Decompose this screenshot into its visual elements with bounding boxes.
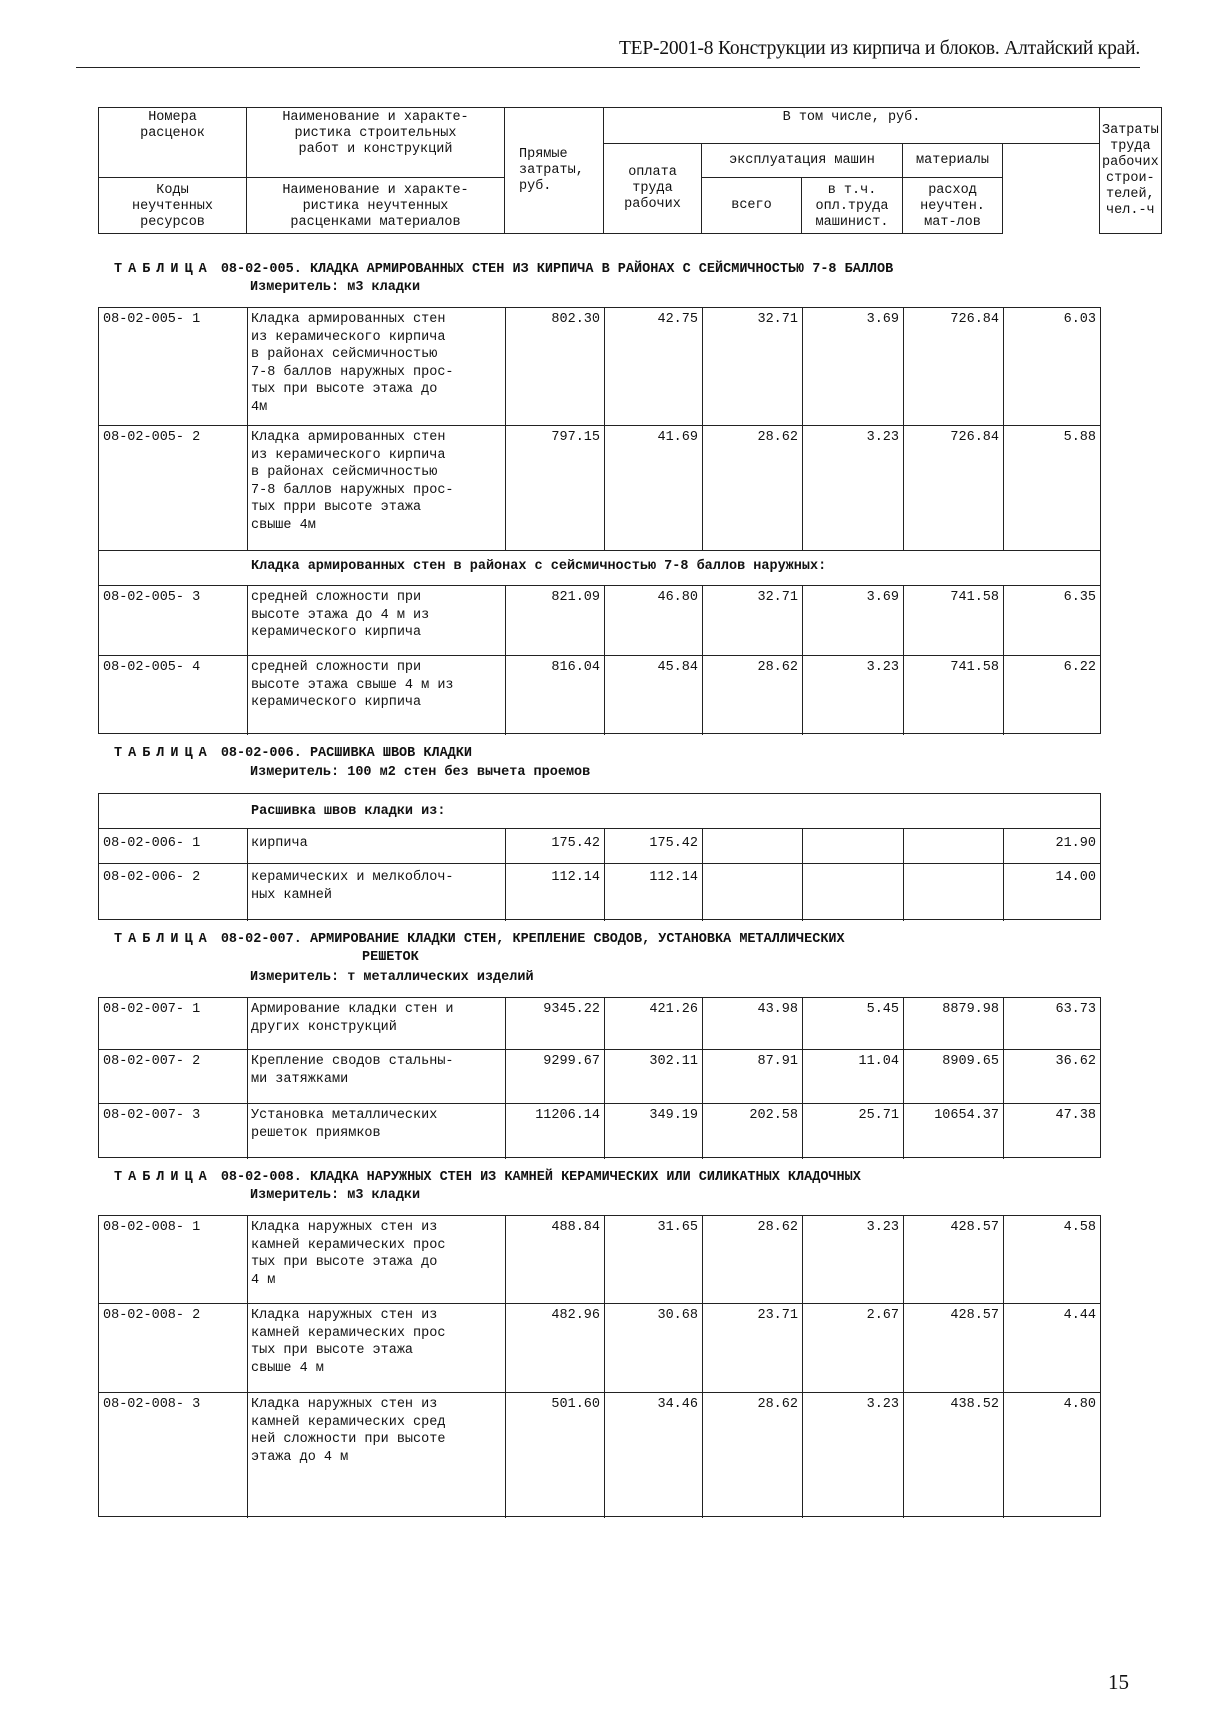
direct-costs-value: 11206.14: [535, 1108, 600, 1123]
table-title-007-line2: РЕШЕТОК: [362, 950, 419, 965]
rate-code: 08-02-005- 1: [103, 312, 201, 327]
table-title-006: ТАБЛИЦА 08-02-006. РАСШИВКА ШВОВ КЛАДКИ: [114, 746, 472, 761]
header-machines-wages: в т.ч. опл.труда машинист.: [802, 178, 903, 234]
table-row: [99, 1216, 1100, 1304]
machines-total-value: [702, 864, 802, 921]
machines-total-value: 32.71: [757, 312, 798, 327]
machines-total-value: 87.91: [757, 1054, 798, 1069]
rate-name: Кладка наружных стен из камней керамических прос тых при высоте этажа свыше 4 м: [251, 1308, 446, 1376]
rate-code: 08-02-007- 2: [103, 1054, 201, 1069]
rate-code: 08-02-008- 1: [103, 1220, 201, 1235]
direct-costs-value: 802.30: [551, 312, 600, 327]
machines-total-value: 28.62: [757, 660, 798, 675]
table-measure-007: Измеритель: т металлических изделий: [250, 970, 534, 985]
direct-costs-value: 501.60: [551, 1397, 600, 1412]
rate-code: 08-02-006- 1: [103, 836, 201, 851]
machines-total-value: 43.98: [757, 1002, 798, 1017]
table-row: [99, 426, 1100, 551]
direct-costs-value: 797.15: [551, 430, 600, 445]
machines-wages-value: 3.23: [866, 430, 899, 445]
machines-wages-value: 3.23: [866, 1397, 899, 1412]
table-row: [99, 1393, 1100, 1518]
machines-wages-value: 3.23: [866, 660, 899, 675]
table-subheading: Кладка армированных стен в районах с сейсмичностью 7-8 баллов наружных:: [251, 559, 827, 574]
table-measure-008: Измеритель: м3 кладки: [250, 1188, 421, 1203]
machines-total-value: 28.62: [757, 430, 798, 445]
header-including: В том числе, руб.: [604, 108, 1100, 144]
rate-name: кирпича: [251, 836, 308, 851]
machines-wages-value: 3.69: [866, 312, 899, 327]
wages-value: 31.65: [657, 1220, 698, 1235]
rate-code: 08-02-005- 4: [103, 660, 201, 675]
wages-value: 46.80: [657, 590, 698, 605]
labor-value: 6.22: [1063, 660, 1096, 675]
table-body-006: [98, 793, 1101, 920]
rate-name: Кладка армированных стен из керамического кирпича в районах сейсмичностью 7-8 баллов наружных прос- тых при высоте этажа до 4м: [251, 312, 454, 415]
rate-name: керамических и мелкоблоч- ных камней: [251, 870, 454, 903]
rate-name: Кладка наружных стен из камней керамических прос тых при высоте этажа до 4 м: [251, 1220, 446, 1288]
header-machines: эксплуатация машин: [702, 144, 903, 178]
table-row: [99, 1104, 1100, 1159]
direct-costs-value: 488.84: [551, 1220, 600, 1235]
rate-code: 08-02-007- 3: [103, 1108, 201, 1123]
header-machines-total: всего: [702, 178, 802, 234]
materials-value: 428.57: [950, 1220, 999, 1235]
rate-name: средней сложности при высоте этажа до 4 м из керамического кирпича: [251, 590, 430, 640]
machines-wages-value: 3.69: [866, 590, 899, 605]
rate-code: 08-02-006- 2: [103, 870, 201, 885]
header-materials-name: Наименование и характе- ристика неучтенных расценками материалов: [247, 178, 505, 234]
materials-value: 726.84: [950, 312, 999, 327]
rate-name: средней сложности при высоте этажа свыше 4 м из керамического кирпича: [251, 660, 454, 710]
wages-value: 302.11: [649, 1054, 698, 1069]
materials-value: 438.52: [950, 1397, 999, 1412]
machines-total-value: [702, 829, 802, 863]
wages-value: 42.75: [657, 312, 698, 327]
direct-costs-value: 9345.22: [543, 1002, 600, 1017]
table-body-008: [98, 1215, 1101, 1517]
wages-value: 349.19: [649, 1108, 698, 1123]
rate-name: Установка металлических решеток приямков: [251, 1108, 438, 1141]
wages-value: 41.69: [657, 430, 698, 445]
table-measure-006: Измеритель: 100 м2 стен без вычета проемов: [250, 765, 591, 780]
wages-value: 175.42: [649, 836, 698, 851]
labor-value: 21.90: [1055, 836, 1096, 851]
rate-name: Крепление сводов стальны- ми затяжками: [251, 1054, 454, 1087]
table-row: [99, 308, 1100, 426]
table-subheading: Расшивка швов кладки из:: [251, 804, 446, 819]
rate-code: 08-02-008- 2: [103, 1308, 201, 1323]
materials-value: [903, 864, 1003, 921]
direct-costs-value: 482.96: [551, 1308, 600, 1323]
column-header-table: [98, 107, 1162, 234]
direct-costs-value: 175.42: [551, 836, 600, 851]
header-labor-costs: Затраты труда рабочих строи- телей, чел.-ч: [1100, 108, 1162, 234]
table-body-007: [98, 997, 1101, 1158]
direct-costs-value: 816.04: [551, 660, 600, 675]
table-row: [99, 1304, 1100, 1393]
machines-wages-value: 2.67: [866, 1308, 899, 1323]
table-measure-005: Измеритель: м3 кладки: [250, 280, 421, 295]
machines-total-value: 202.58: [749, 1108, 798, 1123]
labor-value: 6.35: [1063, 590, 1096, 605]
materials-value: 8879.98: [942, 1002, 999, 1017]
rate-name: Армирование кладки стен и других конструкций: [251, 1002, 454, 1035]
rate-code: 08-02-007- 1: [103, 1002, 201, 1017]
rate-name: Кладка наружных стен из камней керамических сред ней сложности при высоте этажа до 4 м: [251, 1397, 446, 1465]
header-direct-costs: Прямые затраты, руб.: [505, 108, 604, 234]
machines-wages-value: 5.45: [866, 1002, 899, 1017]
materials-value: [903, 829, 1003, 863]
machines-wages-value: [802, 829, 903, 863]
wages-value: 30.68: [657, 1308, 698, 1323]
rate-code: 08-02-005- 3: [103, 590, 201, 605]
machines-total-value: 28.62: [757, 1397, 798, 1412]
materials-value: 741.58: [950, 590, 999, 605]
wages-value: 34.46: [657, 1397, 698, 1412]
header-unaccounted-materials: расход неучтен. мат-лов: [903, 178, 1003, 234]
table-row: [99, 1050, 1100, 1104]
table-title-005: ТАБЛИЦА 08-02-005. КЛАДКА АРМИРОВАННЫХ СТЕН ИЗ КИРПИЧА В РАЙОНАХ С СЕЙСМИЧНОСТЬЮ 7-8 БАЛЛОВ: [114, 262, 894, 277]
materials-value: 8909.65: [942, 1054, 999, 1069]
machines-total-value: 32.71: [757, 590, 798, 605]
table-row: [99, 829, 1100, 864]
labor-value: 63.73: [1055, 1002, 1096, 1017]
materials-value: 428.57: [950, 1308, 999, 1323]
header-resource-codes: Коды неучтенных ресурсов: [99, 178, 247, 234]
labor-value: 4.80: [1063, 1397, 1096, 1412]
table-row: [99, 864, 1100, 921]
labor-value: 47.38: [1055, 1108, 1096, 1123]
machines-wages-value: 25.71: [858, 1108, 899, 1123]
page-number: 15: [1108, 1670, 1129, 1694]
machines-total-value: 28.62: [757, 1220, 798, 1235]
table-subheading-row: [99, 794, 1100, 829]
table-title-008: ТАБЛИЦА 08-02-008. КЛАДКА НАРУЖНЫХ СТЕН ИЗ КАМНЕЙ КЕРАМИЧЕСКИХ ИЛИ СИЛИКАТНЫХ КЛАДОЧНЫХ: [114, 1170, 861, 1185]
rate-code: 08-02-008- 3: [103, 1397, 201, 1412]
machines-wages-value: 11.04: [858, 1054, 899, 1069]
machines-wages-value: 3.23: [866, 1220, 899, 1235]
labor-value: 14.00: [1055, 870, 1096, 885]
running-head: ТЕР-2001-8 Конструкции из кирпича и блоков. Алтайский край.: [618, 38, 1140, 59]
wages-value: 112.14: [649, 870, 698, 885]
labor-value: 4.58: [1063, 1220, 1096, 1235]
direct-costs-value: 9299.67: [543, 1054, 600, 1069]
header-materials: материалы: [903, 144, 1003, 178]
labor-value: 6.03: [1063, 312, 1096, 327]
direct-costs-value: 821.09: [551, 590, 600, 605]
rate-code: 08-02-005- 2: [103, 430, 201, 445]
table-title-007: ТАБЛИЦА 08-02-007. АРМИРОВАНИЕ КЛАДКИ СТЕН, КРЕПЛЕНИЕ СВОДОВ, УСТАНОВКА МЕТАЛЛИЧЕСКИХ: [114, 932, 845, 947]
materials-value: 10654.37: [934, 1108, 999, 1123]
table-subheading-row: [99, 551, 1100, 586]
wages-value: 421.26: [649, 1002, 698, 1017]
labor-value: 5.88: [1063, 430, 1096, 445]
machines-total-value: 23.71: [757, 1308, 798, 1323]
table-row: [99, 998, 1100, 1050]
labor-value: 4.44: [1063, 1308, 1096, 1323]
header-work-name: Наименование и характе- ристика строительных работ и конструкций: [247, 108, 505, 178]
direct-costs-value: 112.14: [551, 870, 600, 885]
rate-name: Кладка армированных стен из керамического кирпича в районах сейсмичностью 7-8 баллов наружных прос- тых прри высоте этажа свыше 4м: [251, 430, 454, 533]
materials-value: 741.58: [950, 660, 999, 675]
wages-value: 45.84: [657, 660, 698, 675]
table-body-005: [98, 307, 1101, 734]
table-row: [99, 586, 1100, 656]
labor-value: 36.62: [1055, 1054, 1096, 1069]
table-row: [99, 656, 1100, 735]
machines-wages-value: [802, 864, 903, 921]
materials-value: 726.84: [950, 430, 999, 445]
header-rule: [76, 67, 1140, 68]
header-wages: оплата труда рабочих: [604, 144, 702, 234]
header-rate-numbers: Номера расценок: [99, 108, 247, 178]
